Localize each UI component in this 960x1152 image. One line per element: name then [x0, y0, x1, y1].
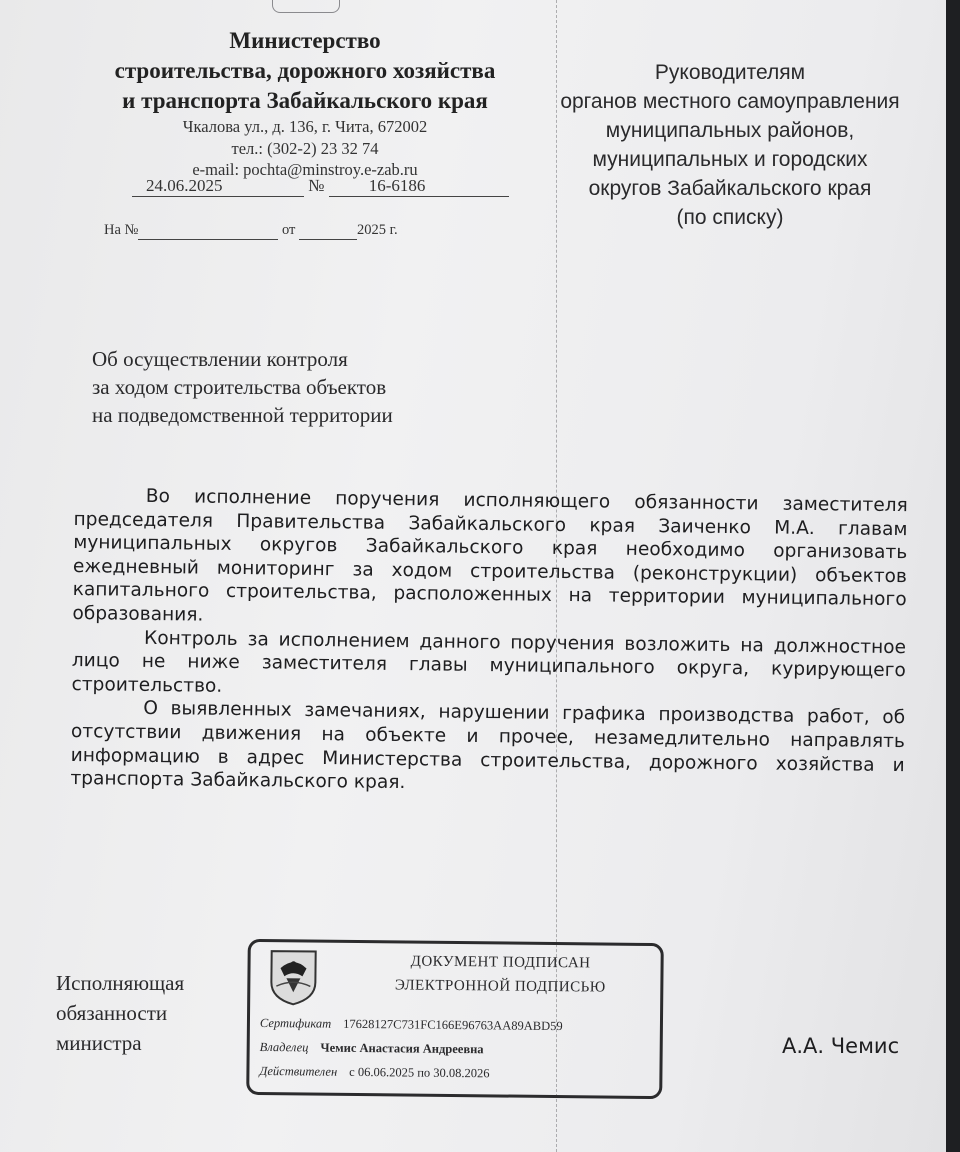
e-signature-stamp [246, 939, 664, 1099]
emblem-icon [272, 0, 340, 13]
validity-label: Действителен [259, 1063, 338, 1079]
recipient-line: (по списку) [676, 206, 784, 229]
outgoing-reg-line [132, 176, 509, 197]
subject-line: на подведомственной территории [92, 403, 393, 427]
ministry-address: Чкалова ул., д. 136, г. Чита, 672002 [182, 117, 428, 136]
coat-of-arms-icon [268, 948, 319, 1007]
outgoing-date: 24.06.2025 [132, 176, 304, 197]
reply-ot-label: от [282, 222, 296, 238]
recipient-line: муниципальных и городских [592, 148, 868, 171]
owner-row [260, 1040, 484, 1057]
ministry-name-line: Министерство [229, 28, 381, 53]
ministry-name-line: и транспорта Забайкальского края [122, 88, 488, 113]
body-paragraph: Во исполнение поручения исполняющего обязанности заместителя председателя Правительства Забайкальского края Заиченко М.А. главам муниципальных округов Забайкальского края необходимо организовать ежедневный мониторинг за ходом строительства (реконструкции) объектов капитального строительства, расположенных на территории муниципального образования. [72, 485, 908, 626]
ministry-name-line: строительства, дорожного хозяйства [114, 58, 496, 83]
reply-year: 2025 г. [357, 222, 398, 238]
subject-line: Об осуществлении контроля [92, 347, 348, 371]
signer-position-line: обязанности [56, 1001, 168, 1025]
validity-row [259, 1064, 489, 1081]
subject-block [92, 345, 393, 429]
recipient-line: округов Забайкальского края [588, 177, 872, 200]
stamp-title-line1: ДОКУМЕНТ ПОДПИСАН [410, 953, 591, 972]
letter-body [70, 484, 908, 801]
certificate-value: 17628127C731FC166E96763AA89ABD59 [343, 1016, 563, 1034]
certificate-row [260, 1016, 563, 1034]
recipient-block [540, 58, 920, 232]
signer-position-line: Исполняющая [56, 971, 185, 995]
body-paragraph: Контроль за исполнением данного поручения возложить на должностное лицо не ниже заместителя главы муниципального округа, курирующего строительство. [71, 627, 907, 697]
reply-number-blank [138, 222, 278, 240]
signer-position [56, 968, 184, 1058]
validity-value: с 06.06.2025 по 30.08.2026 [349, 1064, 490, 1081]
ministry-email: e-mail: pochta@minstroy.e-zab.ru [192, 160, 418, 179]
owner-value: Чемис Анастасия Андреевна [320, 1040, 484, 1057]
reply-reference-line [104, 222, 398, 240]
reply-na-label: На № [104, 222, 139, 238]
ministry-name [90, 26, 520, 116]
ministry-phone: тел.: (302-2) 23 32 74 [231, 139, 379, 158]
recipient-line: муниципальных районов, [605, 119, 855, 142]
owner-label: Владелец [259, 1039, 309, 1055]
recipient-line: органов местного самоуправления [560, 90, 900, 113]
number-sign: № [308, 176, 325, 195]
body-paragraph: О выявленных замечаниях, нарушении графика производства работ, об отсутствии движения на объекте и прочее, незамедлительно направлять информацию в адрес Министерства строительства, дорожного хозяйства и транспорта Забайкальского края. [70, 698, 906, 794]
outgoing-number: 16-6186 [329, 176, 509, 197]
signer-position-line: министра [56, 1031, 142, 1055]
certificate-label: Сертификат [259, 1015, 332, 1031]
signer-name: А.А. Чемис [782, 1034, 900, 1058]
subject-line: за ходом строительства объектов [92, 375, 387, 399]
recipient-line: Руководителям [654, 61, 806, 84]
reply-date-blank [299, 222, 357, 240]
stamp-title-line2: ЭЛЕКТРОННОЙ ПОДПИСЬЮ [394, 977, 606, 996]
